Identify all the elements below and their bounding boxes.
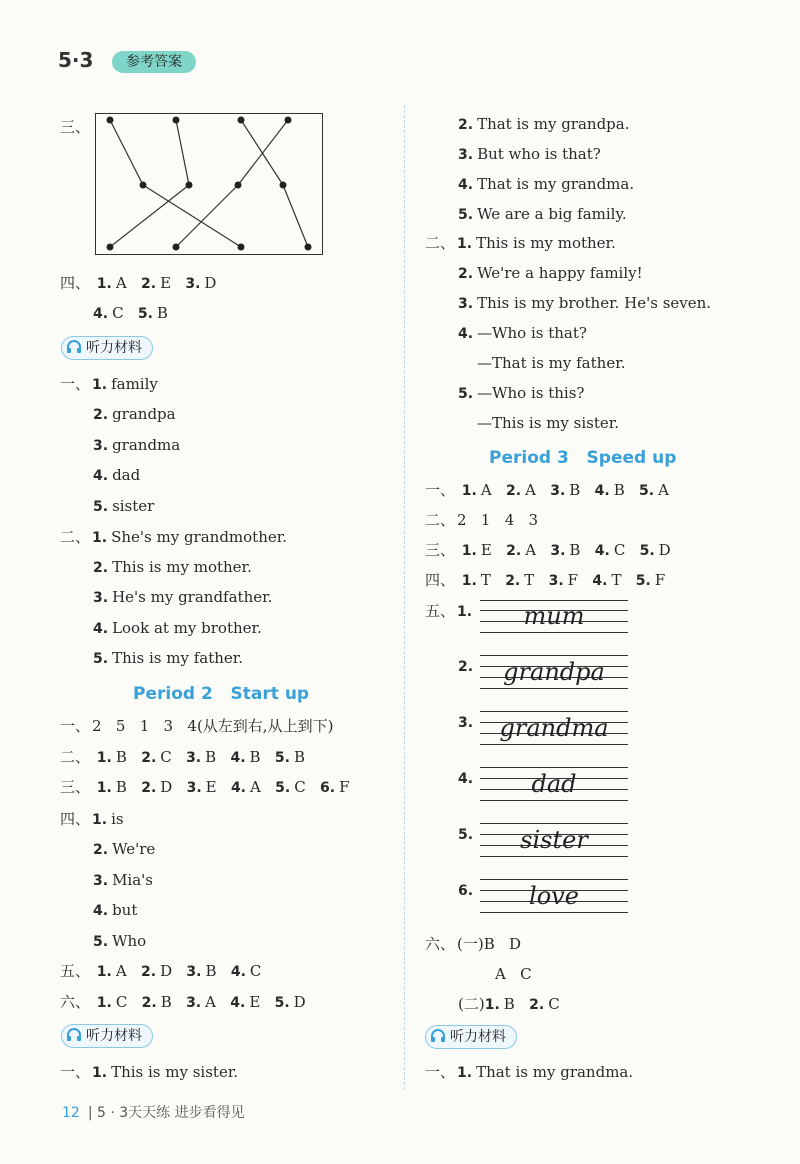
p3-s5-num: 4. [458, 771, 474, 787]
headphones-icon [66, 339, 82, 355]
r1-item: 4. That is my grandma. [458, 175, 635, 193]
p3-s5-num: 2. [458, 659, 474, 675]
p2-section-3: 三、 1. B 2. D 3. E 4. A 5. C 6. F [60, 778, 350, 796]
handwritten-word: love [529, 882, 579, 910]
handwritten-word: grandma [499, 714, 609, 742]
l1-item: 2. grandpa [93, 405, 176, 423]
headphones-icon [66, 1027, 82, 1043]
period-2-heading: Period 2 Start up [133, 684, 310, 704]
l2-item: 2. This is my mother. [93, 558, 252, 576]
l1-item: 4. dad [93, 466, 141, 484]
p3-section-3: 三、 1. E 2. A 3. B 4. C 5. D [425, 541, 671, 559]
handwritten-word: dad [531, 770, 577, 798]
p3-s5-label: 五、 1. [425, 602, 473, 620]
handwritten-word: sister [520, 826, 588, 854]
listening-material-tag: 听力材料 [61, 336, 153, 360]
page-footer: 12 | 5 · 3天天练 进步看得见 [62, 1105, 245, 1121]
p2-section-1: 一、 2 5 1 3 4(从左到右,从上到下) [60, 717, 334, 735]
p3-s5-num: 5. [458, 827, 474, 843]
r2-item: 二、 1. This is my mother. [425, 234, 616, 252]
p2-s4-item: 3. Mia's [93, 871, 153, 889]
l4-item: 一、 1. That is my grandma. [425, 1063, 634, 1081]
p2-s4-item: 5. Who [93, 932, 147, 950]
r2-item: —That is my father. [477, 354, 626, 372]
r2-item: 5. —Who is this? [458, 384, 585, 402]
p3-section-4: 四、 1. T 2. T 3. F 4. T 5. F [425, 571, 666, 589]
l1-item: 一、 1. family [60, 375, 158, 393]
brand-logo: 5·3 [58, 48, 94, 72]
p2-s4-item: 四、 1. is [60, 810, 124, 828]
l3-item: 一、 1. This is my sister. [60, 1063, 239, 1081]
listening-material-tag: 听力材料 [425, 1025, 517, 1049]
l1-item: 5. sister [93, 497, 155, 515]
page-number: 12 [62, 1105, 80, 1121]
handwritten-word: mum [523, 602, 585, 630]
p3-s5-num: 3. [458, 715, 474, 731]
l1-item: 3. grandma [93, 436, 181, 454]
l2-item: 4. Look at my brother. [93, 619, 262, 637]
p3-section-2: 二、 2 1 4 3 [425, 511, 539, 529]
period-3-heading: Period 3 Speed up [489, 448, 677, 468]
p3-section-6-line1: 六、 (一)B D [425, 935, 522, 953]
r2-item: —This is my sister. [477, 414, 620, 432]
r1-item: 3. But who is that? [458, 145, 601, 163]
p2-s4-item: 4. but [93, 901, 138, 919]
listening-material-tag: 听力材料 [61, 1024, 153, 1048]
p2-section-5: 五、 1. A 2. D 3. B 4. C [60, 962, 262, 980]
section-4-row2: 4. C 5. B [93, 304, 168, 322]
p3-section-6-line2: A C [495, 965, 532, 983]
r2-item: 3. This is my brother. He's seven. [458, 294, 712, 312]
answer-key-label: 参考答案 [112, 51, 196, 73]
headphones-icon [430, 1028, 446, 1044]
p3-section-1: 一、 1. A 2. A 3. B 4. B 5. A [425, 481, 669, 499]
matching-diagram [95, 113, 323, 255]
p2-section-6: 六、 1. C 2. B 3. A 4. E 5. D [60, 993, 306, 1011]
p3-s5-num: 6. [458, 883, 474, 899]
r1-item: 2. That is my grandpa. [458, 115, 630, 133]
p2-section-2: 二、 1. B 2. C 3. B 4. B 5. B [60, 748, 305, 766]
p3-section-6-line3: (二)1. B 2. C [458, 995, 560, 1013]
r2-item: 4. —Who is that? [458, 324, 587, 342]
column-divider [404, 105, 405, 1090]
r2-item: 2. We're a happy family! [458, 264, 643, 282]
section-3-label: 三、 [60, 118, 91, 136]
section-4-row1: 四、 1. A 2. E 3. D [60, 274, 217, 292]
l2-item: 5. This is my father. [93, 649, 244, 667]
p2-s4-item: 2. We're [93, 840, 156, 858]
handwritten-word: grandpa [503, 658, 605, 686]
l2-item: 3. He's my grandfather. [93, 588, 273, 606]
r1-item: 5. We are a big family. [458, 205, 627, 223]
l2-item: 二、 1. She's my grandmother. [60, 528, 288, 546]
